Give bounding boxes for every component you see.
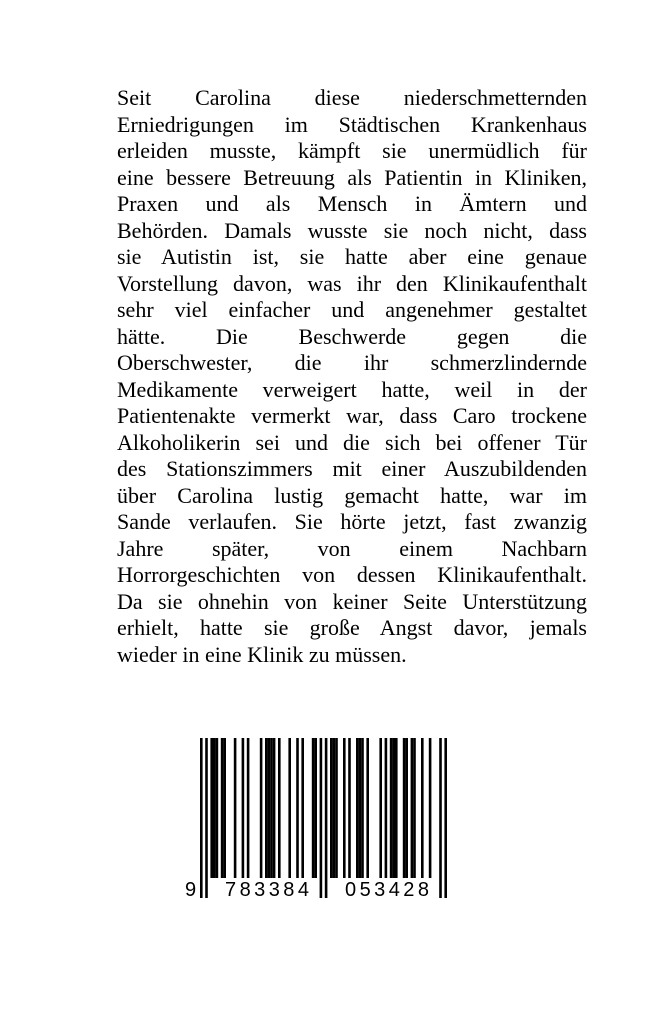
blurb-line: eine bessere Betreuung als Patientin in Kliniken, <box>117 164 587 190</box>
barcode-guard-bar <box>205 738 208 898</box>
barcode-bar <box>210 738 213 878</box>
barcode-first-digit: 9 <box>185 879 197 900</box>
blurb-line: Jahre später, von einem Nachbarn <box>117 535 587 561</box>
barcode-bar <box>278 738 281 878</box>
barcode-guard-bar <box>444 738 447 898</box>
blurb-line: erhielt, hatte sie große Angst davor, jemals <box>117 615 587 640</box>
barcode-bar <box>361 738 364 878</box>
barcode-guard-bar <box>320 738 323 898</box>
blurb-line: Vorstellung davon, was ihr den Klinikaufenthalt <box>117 270 587 296</box>
blurb-line: Sande verlaufen. Sie hörte jetzt, fast zwanzig <box>117 509 587 534</box>
barcode-bar <box>301 738 304 878</box>
blurb-line: Seit Carolina diese niederschmetternden <box>117 85 587 110</box>
barcode-bars <box>200 738 447 898</box>
barcode-bar <box>260 738 263 878</box>
barcode-bar <box>247 738 250 878</box>
blurb-line: erleiden musste, kämpft sie unermüdlich für <box>117 138 587 163</box>
barcode-bar <box>288 738 291 878</box>
barcode-bar <box>296 738 299 878</box>
blurb-line: Erniedrigungen im Städtischen Krankenhaus <box>117 111 587 137</box>
barcode-bar <box>413 738 416 878</box>
blurb-line: Da sie ohnehin von keiner Seite Unterstützung <box>117 588 587 614</box>
barcode-bar <box>265 738 268 878</box>
barcode-bar <box>314 738 317 878</box>
barcode-bar <box>312 738 315 878</box>
barcode-bar <box>213 738 216 878</box>
barcode-bar <box>429 738 432 878</box>
barcode-graphic <box>183 738 473 900</box>
blurb-line: Medikamente verweigert hatte, weil in der <box>117 376 587 402</box>
barcode-bar <box>333 738 336 878</box>
barcode-bar <box>379 738 382 878</box>
barcode-bar <box>223 738 226 878</box>
barcode-bar <box>242 738 245 878</box>
isbn-barcode <box>183 738 473 900</box>
barcode-guard-bar <box>200 738 203 898</box>
blurb-line: Horrorgeschichten von dessen Klinikaufenthalt. <box>117 562 587 587</box>
barcode-bar <box>270 738 273 878</box>
barcode-bar <box>356 738 359 878</box>
barcode-bar <box>335 738 338 878</box>
blurb-line: wieder in eine Klinik zu müssen. <box>117 641 407 667</box>
barcode-bar <box>403 738 406 878</box>
barcode-right-digits: 053428 <box>345 879 429 900</box>
blurb-line: Praxen und als Mensch in Ämtern und <box>117 191 587 216</box>
barcode-bar <box>273 738 276 878</box>
barcode-bar <box>366 738 369 878</box>
barcode-bar <box>421 738 424 878</box>
barcode-bar <box>392 738 395 878</box>
barcode-bar <box>330 738 333 878</box>
blurb-line: Oberschwester, die ihr schmerzlindernde <box>117 350 587 375</box>
barcode-bar <box>348 738 351 878</box>
barcode-bar <box>359 738 362 878</box>
blurb-line: über Carolina lustig gemacht hatte, war im <box>117 482 587 508</box>
barcode-bar <box>216 738 219 878</box>
blurb-line: Behörden. Damals wusste sie noch nicht, dass <box>117 217 587 243</box>
barcode-bar <box>390 738 393 878</box>
barcode-bar <box>343 738 346 878</box>
barcode-bar <box>405 738 408 878</box>
blurb-line: Alkoholikerin sei und die sich bei offener Tür <box>117 429 587 455</box>
barcode-bar <box>385 738 388 878</box>
barcode-bar <box>395 738 398 878</box>
blurb-line: hätte. Die Beschwerde gegen die <box>117 323 587 349</box>
barcode-bar <box>411 738 414 878</box>
barcode-bar <box>221 738 224 878</box>
blurb-line: des Stationszimmers mit einer Auszubildenden <box>117 456 587 481</box>
barcode-guard-bar <box>325 738 328 898</box>
blurb-line: Patientenakte vermerkt war, dass Caro trockene <box>117 403 587 428</box>
barcode-bar <box>268 738 271 878</box>
barcode-guard-bar <box>439 738 442 898</box>
barcode-bar <box>234 738 237 878</box>
barcode-left-digits: 783384 <box>225 879 309 900</box>
blurb-text <box>117 85 587 668</box>
blurb-line: sie Autistin ist, sie hatte aber eine genaue <box>117 244 587 269</box>
blurb-line: sehr viel einfacher und angenehmer gestaltet <box>117 297 587 322</box>
